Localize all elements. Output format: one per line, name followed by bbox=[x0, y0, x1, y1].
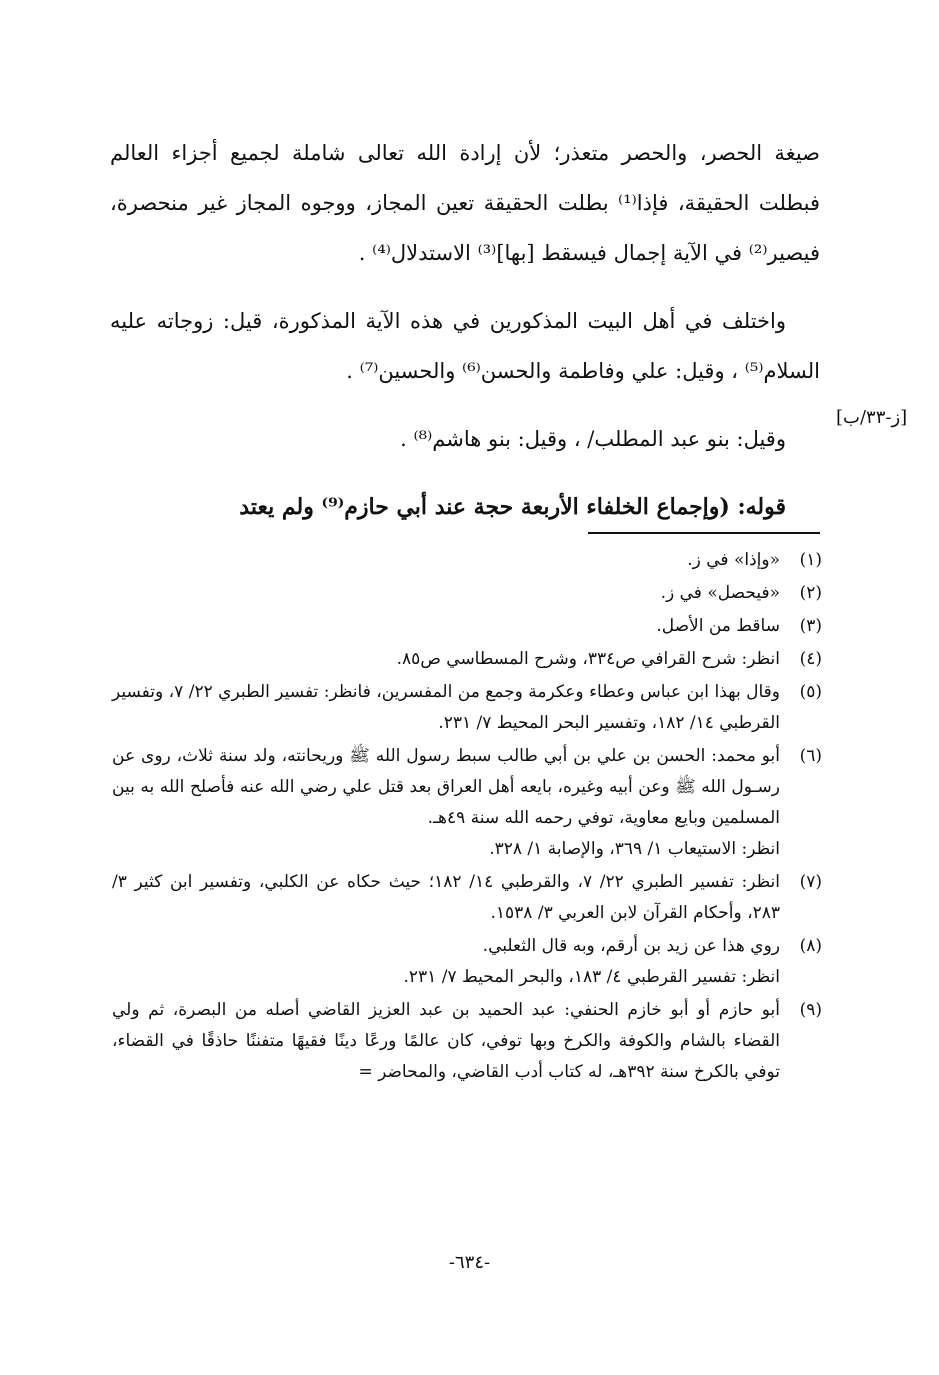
paragraph-3: وقيل: بنو عبد المطلب/ ، وقيل: بنو هاشم⁽⁸⁾ . bbox=[400, 427, 786, 451]
manuscript-reference: [ز-٣٣/ب] bbox=[836, 407, 908, 428]
footnote-number: (٦) bbox=[799, 746, 822, 766]
footnote-text bbox=[112, 545, 780, 576]
footnote-line: وقال بهذا ابن عباس وعطاء وعكرمة وجمع من المفسرين، فانظر: تفسير الطبري ٢٢/ ٧، وتفسير القرطبي ١٤/ ١٨٢، وتفسير البحر المحيط ٧/ ٢٣١. bbox=[112, 682, 780, 733]
footnote bbox=[112, 578, 822, 609]
footnote bbox=[112, 611, 822, 642]
footnote-line: أبو محمد: الحسن بن علي بن أبي طالب سبط رسول الله ﷺ وريحانته، ولد سنة ثلاث، روى عن رسـول الله ﷺ وعن أبيه وغيره، بايعه أهل العراق بعد قتل علي رضي الله عنه فأصلح الله به بين المسلمين وبايع معاوية، توفي رحمه الله سنة ٤٩هـ. bbox=[112, 746, 780, 828]
footnote bbox=[112, 867, 822, 929]
footnote-text bbox=[112, 867, 780, 929]
paragraph-1: صيغة الحصر، والحصر متعذر؛ لأن إرادة الله تعالى شاملة لجميع أجزاء العالم فبطلت الحقيقة، فإذا⁽¹⁾ بطلت الحقيقة تعين المجاز، ووجوه المجاز غير منحصرة، فيصير⁽²⁾ في الآية إجمال فيسقط [بها]⁽³⁾ الاستدلال⁽⁴⁾ . bbox=[110, 141, 820, 265]
footnote bbox=[112, 644, 822, 675]
page-number: -٦٣٤- bbox=[448, 1252, 491, 1273]
footnote-text bbox=[112, 677, 780, 739]
footnotes bbox=[112, 545, 822, 1090]
footnote-line: ساقط من الأصل. bbox=[656, 616, 780, 636]
paragraph-2: واختلف في أهل البيت المذكورين في هذه الآية المذكورة، قيل: زوجاته عليه السلام⁽⁵⁾ ، وقيل: علي وفاطمة والحسن⁽⁶⁾ والحسين⁽⁷⁾ . bbox=[110, 309, 820, 383]
footnote bbox=[112, 995, 822, 1088]
footnote-text bbox=[112, 611, 780, 642]
footnote-number: (٢) bbox=[799, 583, 822, 603]
footnote-text bbox=[112, 578, 780, 609]
footnote-number: (٩) bbox=[799, 1000, 822, 1020]
footnote-line: انظر: الاستيعاب ١/ ٣٦٩، والإصابة ١/ ٣٢٨. bbox=[489, 839, 780, 859]
footnote-number: (٥) bbox=[799, 682, 822, 702]
footnote-text bbox=[112, 995, 780, 1088]
footnote-text bbox=[112, 644, 780, 675]
footnote bbox=[112, 545, 822, 576]
main-text bbox=[110, 128, 820, 550]
paragraph-4: قوله: (وإجماع الخلفاء الأربعة حجة عند أبي حازم⁽⁹⁾ ولم يعتد bbox=[239, 494, 786, 520]
footnote-text bbox=[112, 931, 780, 993]
footnote-number: (٤) bbox=[799, 649, 822, 669]
footnote-text bbox=[112, 741, 780, 865]
footnote-line: انظر: شرح القرافي ص٣٣٤، وشرح المسطاسي ص٨٥. bbox=[396, 649, 780, 669]
footnote-line: روي هذا عن زيد بن أرقم، وبه قال الثعلبي. bbox=[482, 936, 780, 956]
footnote-number: (٣) bbox=[799, 616, 822, 636]
footnote-line: أبو حازم أو أبو خازم الحنفي: عبد الحميد بن عبد العزيز القاضي أصله من البصرة، ثم ولي القضاء بالشام والكوفة والكرخ وبها توفي، كان عالمًا ورعًا دينًا فقيهًا متفننًا حاذقًا في القضاء، توفي بالكرخ سنة ٣٩٢هـ، له كتاب أدب القاضي، والمحاضر = bbox=[112, 1000, 780, 1082]
footnote-number: (٨) bbox=[799, 936, 822, 956]
footnote-separator bbox=[588, 532, 820, 534]
footnote bbox=[112, 931, 822, 993]
footnote-number: (٧) bbox=[799, 872, 822, 892]
footnote-line: انظر: تفسير القرطبي ٤/ ١٨٣، والبحر المحيط ٧/ ٢٣١. bbox=[403, 967, 780, 987]
footnote-number: (١) bbox=[799, 550, 822, 570]
footnote bbox=[112, 677, 822, 739]
footnote-line: انظر: تفسير الطبري ٢٢/ ٧، والقرطبي ١٤/ ١٨٢؛ حيث حكاه عن الكلبي، وتفسير ابن كثير ٣/ ٢٨٣، وأحكام القرآن لابن العربي ٣/ ١٥٣٨. bbox=[112, 872, 780, 923]
footnote bbox=[112, 741, 822, 865]
footnote-line: «فيحصل» في ز. bbox=[660, 583, 780, 603]
footnote-line: «وإذا» في ز. bbox=[687, 550, 780, 570]
